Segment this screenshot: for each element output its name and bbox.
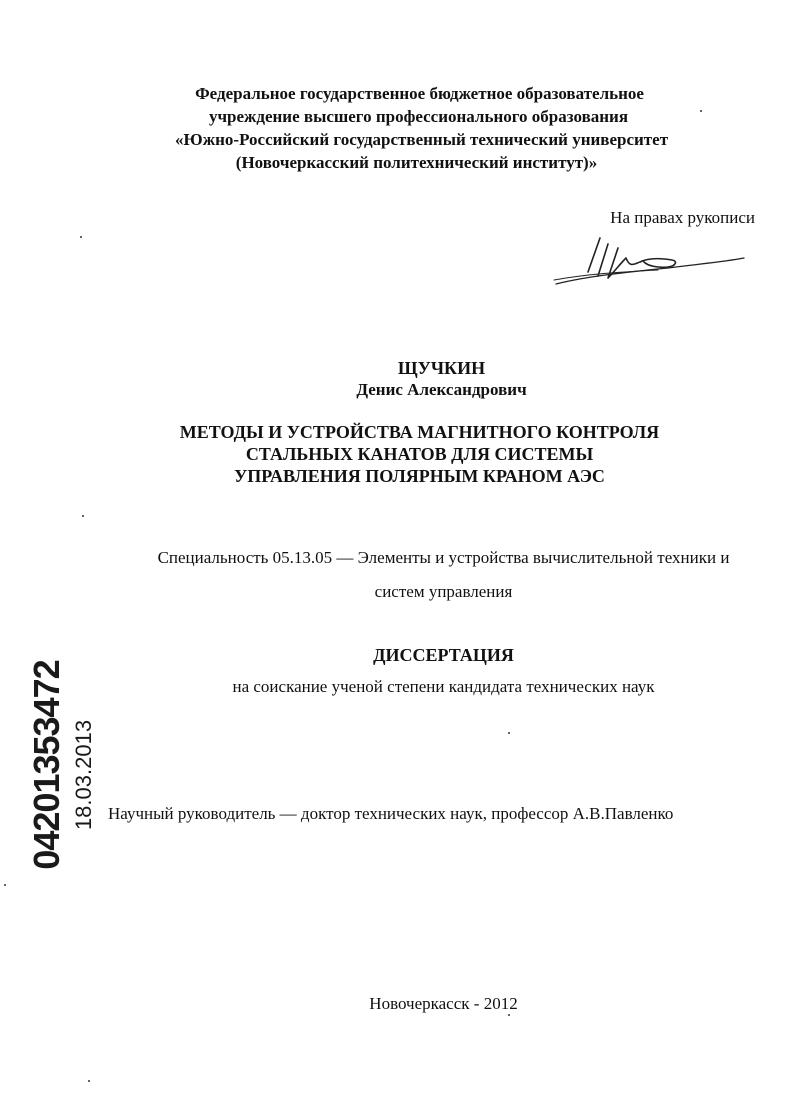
author-surname: ЩУЧКИН [397, 358, 486, 378]
stamp-date: 18.03.2013 [71, 719, 96, 831]
signature-icon [548, 228, 748, 290]
scan-speck [88, 1080, 90, 1082]
title-line-3: УПРАВЛЕНИЯ ПОЛЯРНЫМ КРАНОМ АЭС [234, 466, 605, 486]
scan-speck [80, 236, 82, 238]
institution-header [0, 82, 793, 174]
stamp-number: 04201353472 [26, 660, 67, 870]
degree-line: на соискание ученой степени кандидата технических наук [232, 677, 655, 696]
scan-speck [82, 515, 84, 517]
author-given-names: Денис Александрович [356, 380, 527, 399]
scan-speck [700, 110, 702, 112]
institution-line-3: «Южно-Российский государственный технический университет [174, 130, 669, 149]
scan-speck [4, 884, 6, 886]
scan-speck [508, 1014, 510, 1016]
title-line-1: МЕТОДЫ И УСТРОЙСТВА МАГНИТНОГО КОНТРОЛЯ [179, 422, 660, 442]
title-line-2: СТАЛЬНЫХ КАНАТОВ ДЛЯ СИСТЕМЫ [245, 444, 594, 464]
institution-line-4: (Новочеркасский политехнический институт)» [235, 153, 598, 172]
document-type: ДИССЕРТАЦИЯ [373, 645, 514, 665]
city-year: Новочеркасск - 2012 [369, 994, 518, 1013]
scan-speck [508, 732, 510, 734]
institution-line-1: Федеральное государственное бюджетное образовательное [195, 84, 644, 103]
supervisor: Научный руководитель — доктор технических наук, профессор А.В.Павленко [108, 804, 674, 823]
institution-line-2: учреждение высшего профессионального образования [208, 107, 629, 126]
rights-note: На правах рукописи [610, 208, 755, 227]
dissertation-title [0, 421, 793, 487]
specialty-line-2: систем управления [374, 582, 513, 601]
specialty-line-1: Специальность 05.13.05 — Элементы и устройства вычислительной техники и [157, 548, 730, 567]
